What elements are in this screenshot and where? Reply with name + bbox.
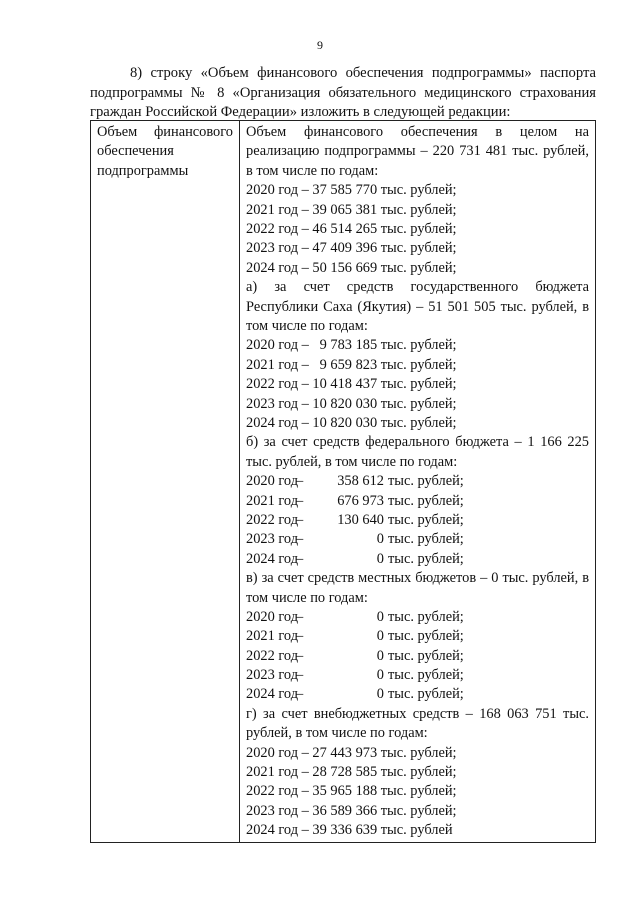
- year-label: 2023 год: [246, 667, 299, 684]
- total-year-line: 2024 год – 50 156 669 тыс. рублей;: [246, 259, 457, 276]
- section-v-year-line: [246, 647, 589, 666]
- section-b-year-line: [246, 550, 589, 569]
- amount: 0: [376, 608, 384, 625]
- dash: –: [296, 608, 304, 625]
- section-a-year-line: 2024 год – 10 820 030 тыс. рублей;: [246, 414, 457, 431]
- section-v-year-line: [246, 608, 589, 627]
- section-g-year-line: 2022 год – 35 965 188 тыс. рублей;: [246, 783, 457, 800]
- unit: тыс. рублей;: [388, 608, 464, 625]
- intro-paragraph: [90, 64, 596, 123]
- amount: 0: [376, 686, 384, 703]
- total-year-line: 2023 год – 47 409 396 тыс. рублей;: [246, 240, 457, 257]
- section-g-year-line: 2021 год – 28 728 585 тыс. рублей;: [246, 764, 457, 781]
- total-year-line: 2022 год – 46 514 265 тыс. рублей;: [246, 221, 457, 237]
- amount: 0: [376, 550, 384, 567]
- section-g-text: г) за счет внебюджетных средств – 168 063 751 тыс. рублей, в том числе по годам:: [246, 705, 589, 742]
- year-label: 2023 год: [246, 531, 299, 548]
- section-v-year-line: [246, 685, 589, 704]
- total-text: Объем финансового обеспечения в целом на реализацию подпрограммы – 220 731 481 тыс. рублей, в том числе по годам:: [246, 124, 589, 179]
- year-label: 2024 год: [246, 686, 299, 703]
- year-label: 2020 год: [246, 608, 299, 625]
- year-label: 2021 год: [246, 628, 299, 645]
- section-b-year-line: [246, 472, 589, 491]
- dash: –: [296, 628, 304, 645]
- section-g-year-line: 2020 год – 27 443 973 тыс. рублей;: [246, 744, 457, 761]
- amount: 358 612: [337, 473, 384, 490]
- unit: тыс. рублей;: [388, 647, 464, 664]
- dash: –: [296, 647, 304, 664]
- dash: –: [296, 667, 304, 684]
- table-row: [91, 121, 596, 843]
- section-a-year-line: 2020 год – 9 783 185 тыс. рублей;: [246, 337, 457, 354]
- section-v-text: в) за счет средств местных бюджетов – 0 тыс. рублей, в том числе по годам:: [246, 570, 589, 606]
- section-g-year-line: 2023 год – 36 589 366 тыс. рублей;: [246, 802, 457, 819]
- unit: тыс. рублей;: [388, 473, 464, 490]
- row-label-cell: [91, 121, 240, 843]
- section-a-year-line: 2021 год – 9 659 823 тыс. рублей;: [246, 356, 457, 373]
- unit: тыс. рублей;: [388, 628, 464, 645]
- dash: –: [296, 686, 304, 703]
- dash: –: [296, 473, 304, 490]
- section-a-year-line: 2023 год – 10 820 030 тыс. рублей;: [246, 395, 457, 412]
- section-a-year-line: 2022 год – 10 418 437 тыс. рублей;: [246, 376, 457, 393]
- unit: тыс. рублей;: [388, 667, 464, 684]
- section-v-year-line: [246, 627, 589, 646]
- unit: тыс. рублей;: [388, 686, 464, 703]
- section-a-text: а) за счет средств государственного бюджета Республики Саха (Якутия) – 51 501 505 тыс. рублей, в том числе по годам:: [246, 279, 589, 334]
- dash: –: [296, 492, 304, 509]
- content-cell: [240, 121, 596, 843]
- section-g-year-line: 2024 год – 39 336 639 тыс. рублей: [246, 822, 453, 839]
- intro-text: 8) строку «Объем финансового обеспечения подпрограммы» паспорта подпрограммы № 8 «Организация обязательного медицинского страхования граждан Российской Федерации» изложить в следующей редакции:: [90, 65, 596, 120]
- year-label: 2024 год: [246, 550, 299, 567]
- unit: тыс. рублей;: [388, 511, 464, 528]
- amount: 0: [376, 667, 384, 684]
- total-year-line: 2021 год – 39 065 381 тыс. рублей;: [246, 201, 457, 218]
- passport-table: [90, 120, 596, 843]
- section-b-year-line: [246, 492, 589, 511]
- year-label: 2022 год: [246, 511, 299, 528]
- section-b-year-line: [246, 511, 589, 530]
- amount: 0: [376, 531, 384, 548]
- year-label: 2022 год: [246, 647, 299, 664]
- section-b-text: б) за счет средств федерального бюджета – 1 166 225 тыс. рублей, в том числе по годам:: [246, 434, 589, 470]
- row-label: Объем финансового обеспечения подпрограммы: [97, 124, 233, 179]
- page-number: 9: [317, 38, 323, 52]
- unit: тыс. рублей;: [388, 550, 464, 567]
- amount: 130 640: [337, 511, 384, 528]
- amount: 0: [376, 628, 384, 645]
- dash: –: [296, 531, 304, 548]
- total-year-line: 2020 год – 37 585 770 тыс. рублей;: [246, 182, 457, 199]
- amount: 0: [376, 647, 384, 664]
- unit: тыс. рублей;: [388, 531, 464, 548]
- dash: –: [296, 550, 304, 567]
- section-v-year-line: [246, 666, 589, 685]
- unit: тыс. рублей;: [388, 492, 464, 509]
- year-label: 2020 год: [246, 473, 299, 490]
- dash: –: [296, 511, 304, 528]
- year-label: 2021 год: [246, 492, 299, 509]
- section-b-year-line: [246, 530, 589, 549]
- amount: 676 973: [337, 492, 384, 509]
